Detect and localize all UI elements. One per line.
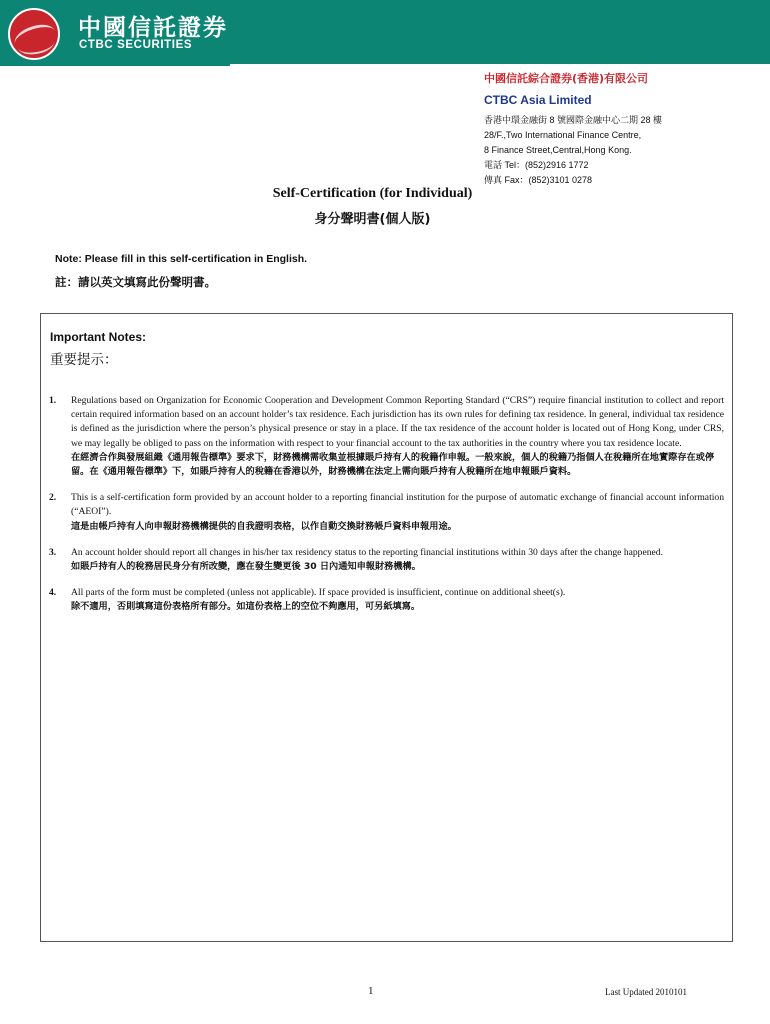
we-care-logo-icon — [8, 8, 60, 60]
note-number: 3. — [49, 546, 57, 558]
address-line: 香港中環金融街 8 號國際金融中心二期 28 樓 — [484, 115, 663, 125]
company-name-cn: 中國信託綜合證券(香港)有限公司 — [484, 72, 649, 85]
form-title-cn: 身分聲明書(個人版) — [314, 212, 431, 227]
notes-list — [49, 394, 724, 627]
note-number: 4. — [49, 587, 57, 599]
page-number: 1 — [368, 985, 374, 997]
address-line: 8 Finance Street,Central,Hong Kong. — [484, 145, 632, 155]
header-banner — [0, 0, 770, 64]
header-underline — [0, 64, 230, 66]
note-text-cn: 這是由帳戶持有人向申報財務機構提供的自我證明表格，以作自動交換財務帳戶資料申報用途。 — [71, 520, 457, 532]
important-notes-heading-cn: 重要提示： — [50, 352, 118, 368]
form-title-en: Self-Certification (for Individual) — [272, 186, 473, 201]
note-text-en: All parts of the form must be completed (unless not applicable). If space provided is insufficient, continue on additional sheet(s). — [71, 587, 566, 599]
address-line: 28/F.,Two International Finance Centre, — [484, 130, 642, 140]
note-text-cn: 如賬戶持有人的稅務居民身分有所改變，應在發生變更後 30 日內通知申報財務機構。 — [71, 561, 421, 573]
company-address — [484, 113, 662, 188]
important-notes-heading-en: Important Notes: — [50, 330, 146, 344]
note-text-cn: 在經濟合作與發展組織《通用報告標準》要求下，財務機構需收集並根據賬戶持有人的稅籍作申報。一般來說，個人的稅籍乃指個人在稅籍所在地實際存在或停留。在《通用報告標準》下，如賬戶持有人的稅籍在香港以外，財務機構在法定上需向賬戶持有人稅籍所在地申報賬戶資料。 — [71, 451, 715, 478]
phone-line: 電話 Tel：(852)2916 1772 — [484, 160, 589, 170]
note-item — [49, 394, 724, 479]
brand-name-en: CTBC SECURITIES — [79, 39, 193, 51]
note-text-cn: 除不適用，否則填寫這份表格所有部分。如這份表格上的空位不夠應用，可另紙填寫。 — [71, 601, 421, 613]
company-name-en: CTBC Asia Limited — [484, 93, 592, 107]
note-item — [49, 546, 724, 574]
note-item — [49, 491, 724, 534]
note-cn: 註：請以英文填寫此份聲明書。 — [55, 275, 216, 289]
note-item — [49, 586, 724, 614]
note-text-en: An account holder should report all changes in his/her tax residency status to the reporting financial institutions within 30 days after the change happened. — [71, 546, 663, 558]
brand-name-cn: 中國信託證券 — [78, 15, 228, 41]
note-number: 1. — [49, 395, 57, 406]
note-en: Note: Please fill in this self-certification in English. — [55, 253, 308, 265]
last-updated: Last Updated 2010101 — [605, 987, 687, 997]
important-notes-box — [40, 313, 733, 942]
note-text-en: Regulations based on Organization for Economic Cooperation and Development Common Reporting Standard (“CRS”) require financial institution to collect and report certain required information based on an account holder’s tax residence. Each jurisdiction has its own rules for defining tax residence. In general, individual tax residence is defined as the jurisdiction where the person’s physical presence or stay in a place. If the tax residence of the account holder is located out of Hong Kong, under CRS, we may legally be obliged to pass on the information with respect to your financial account to the tax authorities in the country where you tax residence locate. — [71, 395, 724, 449]
note-text-en: This is a self-certification form provided by an account holder to a reporting financial institution for the purpose of automatic exchange of financial account information (“AEOI”). — [71, 492, 724, 518]
company-info — [484, 70, 662, 188]
fax-line: 傳真 Fax：(852)3101 0278 — [484, 175, 593, 185]
note-number: 2. — [49, 492, 57, 504]
